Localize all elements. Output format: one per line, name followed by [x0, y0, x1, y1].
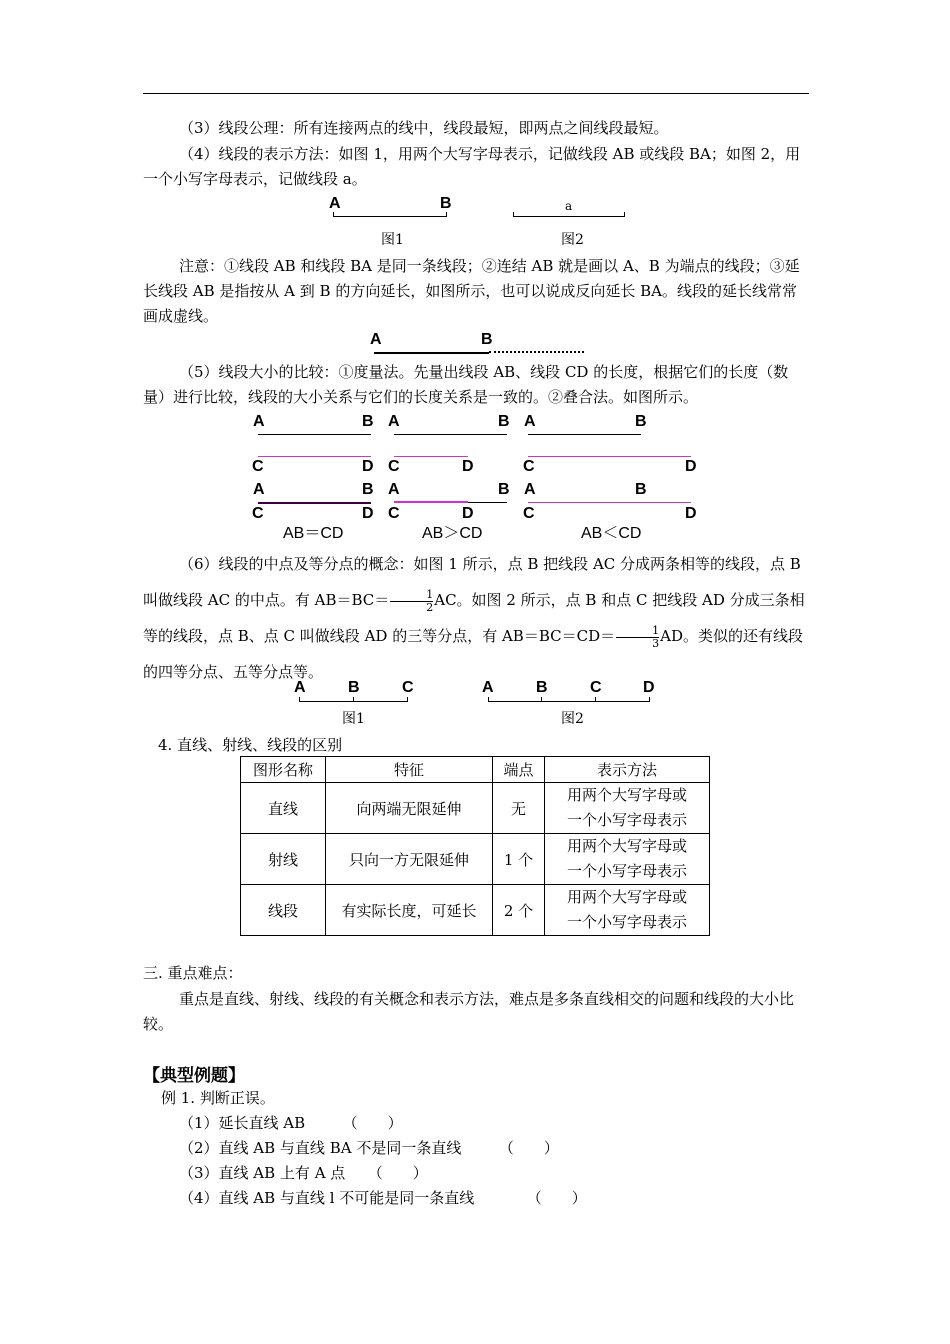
point-a-label: A: [524, 481, 536, 498]
para-note: 注意：①线段 AB 和线段 BA 是同一条线段；②连结 AB 就是画以 A、B 为端点的线段；③延长线段 AB 是指按从 A 到 B 的方向延长，如图所示，也可以说成反向延长 BA。线段的延长线常常画成虚线。: [143, 257, 800, 325]
section-3-title: 三. 重点难点：: [143, 964, 243, 982]
cell-name: 射线: [241, 834, 326, 885]
point-b-label: B: [348, 679, 360, 696]
segment-a: [513, 216, 625, 217]
figure-1-caption: 图1: [381, 232, 404, 248]
segment-ad: [488, 701, 650, 702]
segment-cd: [528, 502, 691, 503]
header-rule: [143, 93, 809, 94]
point-b-label: B: [635, 481, 647, 498]
para-midpoint: [143, 546, 809, 690]
header-cell: 图形名称: [241, 757, 326, 783]
example-question-2: （2）直线 AB 与直线 BA 不是同一条直线 （ ）: [179, 1139, 559, 1157]
point-a-label: A: [524, 413, 536, 430]
segment-ab: [394, 434, 507, 435]
segment-ab: [374, 352, 489, 354]
cell-method: 用两个大写字母或 一个小写字母表示: [545, 783, 710, 834]
tick: [407, 697, 408, 702]
point-a-label: A: [253, 481, 265, 498]
point-a-label: A: [388, 413, 400, 430]
cell-method: 用两个大写字母或 一个小写字母表示: [545, 834, 710, 885]
header-cell: 表示方法: [545, 757, 710, 783]
cell-method: 用两个大写字母或 一个小写字母表示: [545, 885, 710, 936]
result-greater: AB＞CD: [422, 525, 483, 542]
cell-name: 线段: [241, 885, 326, 936]
cell-name: 直线: [241, 783, 326, 834]
segment-ab: [258, 434, 371, 435]
point-c-label: C: [252, 505, 264, 522]
para-midpoint-text-2: AC。如图 2 所示，点 B 和点 C 把线段 AD 分成三条相等的线段，点 B、点 C 叫做线段 AD 的三等分点，有 AB＝BC＝CD＝: [143, 591, 805, 645]
cell-feature: 向两端无限延伸: [326, 783, 493, 834]
point-a-label: A: [388, 481, 400, 498]
tick: [299, 697, 300, 702]
point-b-label: B: [481, 331, 493, 348]
cell-ends: 2 个: [493, 885, 545, 936]
segment-cd: [258, 456, 371, 457]
point-c-label: C: [252, 458, 264, 475]
tick: [541, 697, 542, 702]
table-row: [241, 885, 710, 936]
para-midpoint-text-1: （6）线段的中点及等分点的概念：如图 1 所示，点 B 把线段 AC 分成两条相等的线段，点 B 叫做线段 AC 的中点。有 AB＝BC＝: [143, 555, 801, 609]
point-c-label: C: [388, 458, 400, 475]
point-b-label: B: [498, 481, 510, 498]
point-d-label: D: [685, 458, 697, 475]
tick: [333, 212, 334, 217]
point-c-label: C: [523, 458, 535, 475]
example-question-3: （3）直线 AB 上有 A 点 （ ）: [179, 1164, 428, 1182]
section-4-title: 4. 直线、射线、线段的区别: [158, 736, 343, 754]
header-cell: 特征: [326, 757, 493, 783]
point-d-label: D: [643, 679, 655, 696]
point-b-label: B: [536, 679, 548, 696]
examples-heading: 【典型例题】: [143, 1066, 245, 1086]
table-row: [241, 783, 710, 834]
header-cell: 端点: [493, 757, 545, 783]
point-c-label: C: [523, 505, 535, 522]
tick: [649, 697, 650, 702]
cell-ends: 无: [493, 783, 545, 834]
point-d-label: D: [685, 505, 697, 522]
point-a-label: A: [329, 195, 341, 212]
cell-ends: 1 个: [493, 834, 545, 885]
tick: [624, 212, 625, 217]
point-c-label: C: [590, 679, 602, 696]
table-header-row: [241, 757, 710, 783]
cell-feature: 只向一方无限延伸: [326, 834, 493, 885]
result-equal: AB＝CD: [283, 525, 344, 542]
example-question-4: （4）直线 AB 与直线 l 不可能是同一条直线 （ ）: [179, 1189, 587, 1207]
comparison-table: [240, 756, 710, 936]
segment-cd: [394, 501, 468, 503]
point-d-label: D: [462, 505, 474, 522]
figure-2-caption: 图2: [561, 232, 584, 248]
point-a-label: A: [294, 679, 306, 696]
example-1-title: 例 1. 判断正误。: [161, 1089, 275, 1107]
figure-1-caption: 图1: [342, 711, 365, 727]
para-key-points: 重点是直线、射线、线段的有关概念和表示方法，难点是多条直线相交的问题和线段的大小比较。: [143, 990, 795, 1033]
point-d-label: D: [362, 458, 374, 475]
fraction-one-half: $\frac{1}{2}$: [390, 589, 433, 614]
para-midpoint-text-3: AD。类似的还有线段的四等分点、五等分点等。: [143, 627, 803, 681]
point-c-label: C: [388, 505, 400, 522]
segment-a-label: a: [565, 199, 573, 213]
point-d-label: D: [462, 458, 474, 475]
segment-overlap: [258, 502, 371, 504]
para-segment-notation: （4）线段的表示方法：如图 1，用两个大写字母表示，记做线段 AB 或线段 BA；如图 2，用一个小写字母表示，记做线段 a。: [143, 145, 801, 188]
cell-feature: 有实际长度，可延长: [326, 885, 493, 936]
point-a-label: A: [253, 413, 265, 430]
segment-ab: [528, 434, 641, 435]
para-comparison: （5）线段大小的比较：①度量法。先量出线段 AB、线段 CD 的长度，根据它们的长度（数量）进行比较，线段的大小关系与它们的长度关系是一致的。②叠合法。如图所示。: [143, 363, 789, 406]
tick: [595, 697, 596, 702]
segment-cd: [528, 456, 691, 457]
para-segment-axiom: （3）线段公理：所有连接两点的线中，线段最短，即两点之间线段最短。: [179, 119, 669, 137]
point-a-label: A: [482, 679, 494, 696]
point-b-label: B: [440, 195, 452, 212]
fraction-one-third: $\frac{1}{3}$: [616, 625, 659, 650]
point-b-label: B: [635, 413, 647, 430]
point-a-label: A: [370, 331, 382, 348]
table-row: [241, 834, 710, 885]
segment-ab: [333, 216, 447, 217]
point-b-label: B: [498, 413, 510, 430]
point-b-label: B: [362, 413, 374, 430]
tick: [446, 212, 447, 217]
result-less: AB＜CD: [581, 525, 642, 542]
figure-2-caption: 图2: [561, 711, 584, 727]
point-b-label: B: [362, 481, 374, 498]
segment-cd: [394, 456, 468, 457]
tick: [513, 212, 514, 217]
point-c-label: C: [402, 679, 414, 696]
point-d-label: D: [362, 505, 374, 522]
example-question-1: （1）延长直线 AB （ ）: [179, 1114, 403, 1132]
tick: [353, 697, 354, 702]
tick: [488, 697, 489, 702]
extension-dotted-line: [489, 351, 584, 353]
